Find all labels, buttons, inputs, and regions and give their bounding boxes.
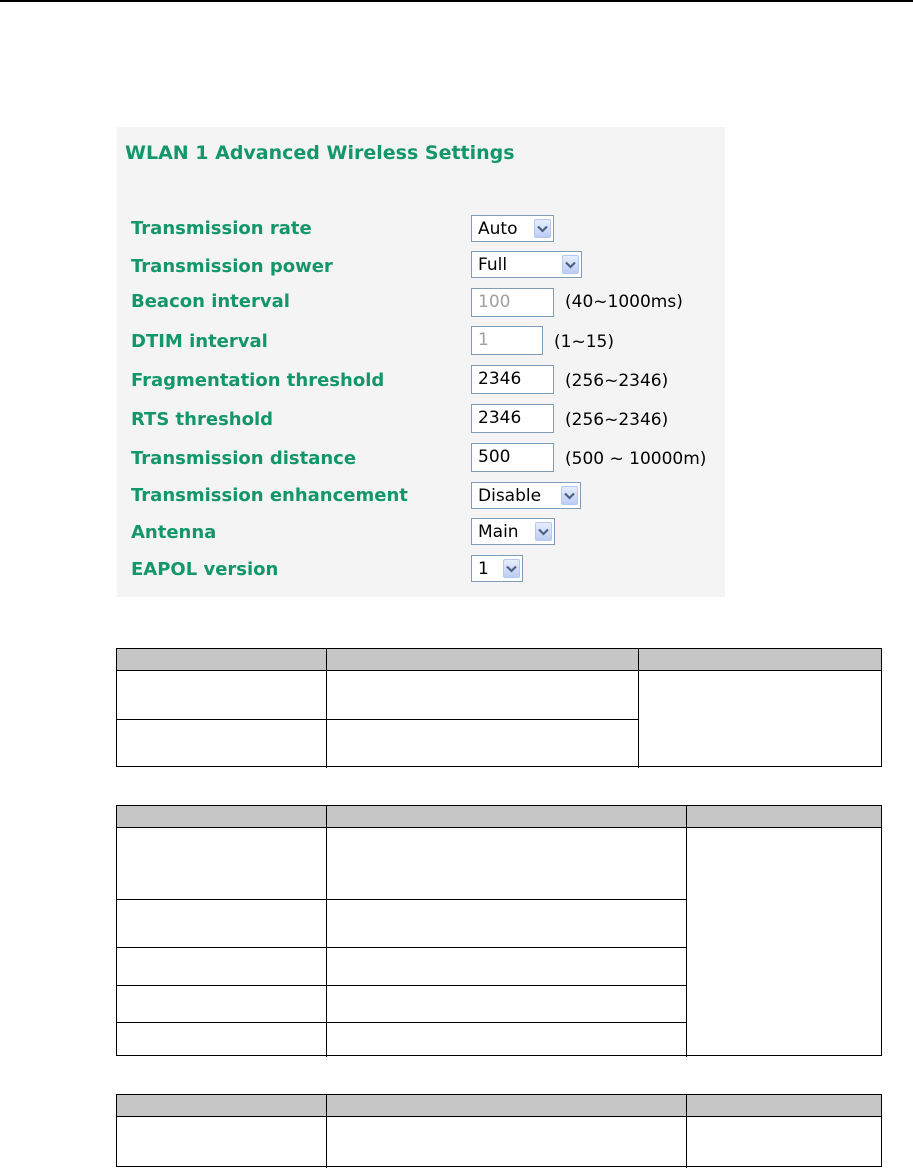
settings-table-1 <box>116 648 882 767</box>
transmission-power-label: Transmission power <box>131 256 333 277</box>
advanced-wireless-settings-panel <box>117 127 725 597</box>
transmission-distance-input[interactable]: 500 <box>471 443 554 472</box>
dtim-interval-input[interactable]: 1 <box>471 326 543 355</box>
column-divider <box>686 806 687 1057</box>
eapol-version-value: 1 <box>478 558 489 579</box>
eapol-version-label: EAPOL version <box>131 559 279 580</box>
eapol-version-select[interactable] <box>471 555 523 582</box>
transmission-power-select[interactable] <box>471 251 582 278</box>
row-divider <box>117 947 686 948</box>
column-divider <box>326 649 327 768</box>
fragmentation-threshold-range: (256~2346) <box>565 371 669 391</box>
beacon-interval-input[interactable]: 100 <box>471 288 554 317</box>
beacon-interval-range: (40~1000ms) <box>565 292 683 312</box>
chevron-down-icon[interactable] <box>534 219 551 238</box>
transmission-distance-range: (500 ~ 10000m) <box>565 449 707 469</box>
column-divider <box>638 649 639 768</box>
column-divider <box>326 1095 327 1168</box>
row-divider <box>117 719 638 720</box>
transmission-enhancement-select[interactable] <box>471 482 581 509</box>
transmission-distance-label: Transmission distance <box>131 448 357 469</box>
antenna-label: Antenna <box>131 522 217 543</box>
transmission-enhancement-label: Transmission enhancement <box>131 485 408 506</box>
chevron-down-icon[interactable] <box>561 486 578 505</box>
settings-table-3 <box>116 1094 882 1167</box>
row-divider <box>117 985 686 986</box>
antenna-select[interactable] <box>471 518 555 545</box>
fragmentation-threshold-label: Fragmentation threshold <box>131 370 385 391</box>
antenna-value: Main <box>478 521 519 542</box>
rts-threshold-input[interactable]: 2346 <box>471 404 554 433</box>
chevron-down-icon[interactable] <box>535 522 552 541</box>
panel-title: WLAN 1 Advanced Wireless Settings <box>125 142 515 164</box>
row-divider <box>117 1022 686 1023</box>
dtim-interval-label: DTIM interval <box>131 331 268 352</box>
settings-table-2 <box>116 805 882 1056</box>
transmission-rate-label: Transmission rate <box>131 218 312 239</box>
beacon-interval-label: Beacon interval <box>131 291 290 312</box>
transmission-rate-value: Auto <box>478 218 518 239</box>
rts-threshold-label: RTS threshold <box>131 409 274 430</box>
table-header <box>117 806 881 828</box>
transmission-power-value: Full <box>478 254 508 275</box>
rts-threshold-range: (256~2346) <box>565 410 669 430</box>
row-divider <box>117 899 686 900</box>
transmission-enhancement-value: Disable <box>478 485 542 506</box>
dtim-interval-range: (1~15) <box>554 332 614 352</box>
column-divider <box>686 1095 687 1168</box>
chevron-down-icon[interactable] <box>503 559 520 578</box>
column-divider <box>326 806 327 1057</box>
page-top-rule <box>0 0 913 2</box>
chevron-down-icon[interactable] <box>562 255 579 274</box>
fragmentation-threshold-input[interactable]: 2346 <box>471 365 554 394</box>
table-header <box>117 649 881 671</box>
transmission-rate-select[interactable] <box>471 215 554 242</box>
table-header <box>117 1095 881 1117</box>
